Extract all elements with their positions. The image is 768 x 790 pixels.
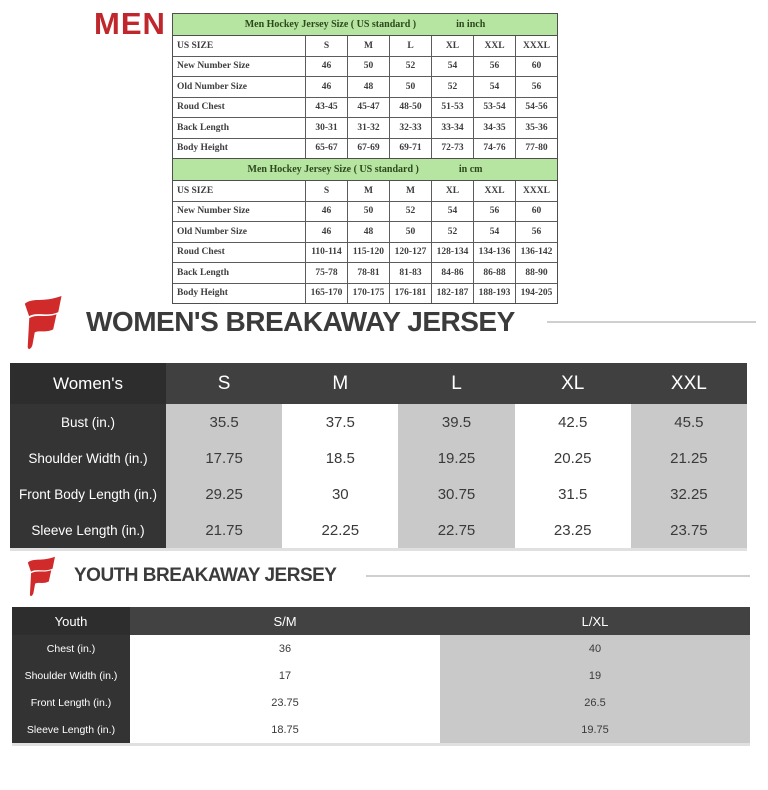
men-cell-value: 51-53 — [431, 98, 473, 118]
men-row-label: Body Height — [177, 288, 228, 299]
youth-header-row — [12, 607, 750, 635]
men-size-header-cell: S — [305, 181, 347, 201]
men-cell-value: 110-114 — [305, 243, 347, 263]
men-table-title-row — [173, 159, 557, 181]
men-table-row — [173, 262, 557, 283]
men-cell-value: 46 — [305, 222, 347, 242]
youth-heading-text: YOUTH BREAKAWAY JERSEY — [74, 565, 337, 586]
men-cell-value: 115-120 — [347, 243, 389, 263]
men-size-header-cell: M — [389, 181, 431, 201]
men-size-header-cell: M — [347, 181, 389, 201]
men-table-unit: in inch — [456, 19, 486, 30]
men-cell-value: 54 — [473, 77, 515, 97]
men-cell-value: 56 — [515, 222, 557, 242]
men-row-label: Body Height — [177, 143, 228, 154]
men-cell-value: 54-56 — [515, 98, 557, 118]
men-cell-value: 50 — [347, 57, 389, 77]
womens-size-header: L — [398, 363, 514, 404]
youth-cell-value: 36 — [130, 635, 440, 662]
men-section-title: MEN — [94, 6, 166, 41]
men-cell-value: 45-47 — [347, 98, 389, 118]
womens-cell-value: 32.25 — [631, 476, 747, 512]
men-cell-value: 46 — [305, 202, 347, 222]
youth-cell-value: 26.5 — [440, 689, 750, 716]
men-cell-value: 78-81 — [347, 263, 389, 283]
men-cell-value: 170-175 — [347, 284, 389, 304]
men-cell-value: 182-187 — [431, 284, 473, 304]
men-cell-value: 50 — [389, 222, 431, 242]
men-header-label: US SIZE — [177, 185, 214, 196]
womens-cell-value: 42.5 — [515, 404, 631, 440]
men-table-row — [173, 76, 557, 97]
men-cell-value: 54 — [431, 57, 473, 77]
men-table-header-row — [173, 181, 557, 201]
womens-cell-value: 19.25 — [398, 440, 514, 476]
men-row-label: Back Length — [177, 267, 229, 278]
youth-cell-value: 23.75 — [130, 689, 440, 716]
womens-size-header: M — [282, 363, 398, 404]
men-cell-value: 75-78 — [305, 263, 347, 283]
men-cell-value: 56 — [473, 57, 515, 77]
men-cell-value: 60 — [515, 202, 557, 222]
men-size-header-cell: XXXL — [515, 181, 557, 201]
men-header-label: US SIZE — [177, 40, 214, 51]
men-table-row — [173, 117, 557, 138]
men-cell-value: 30-31 — [305, 118, 347, 138]
men-cell-value: 86-88 — [473, 263, 515, 283]
men-cell-value: 56 — [473, 202, 515, 222]
men-size-header-cell: XXXL — [515, 36, 557, 56]
womens-table-row — [10, 404, 747, 440]
men-row-label: Old Number Size — [177, 81, 248, 92]
men-cell-value: 48-50 — [389, 98, 431, 118]
womens-cell-value: 17.75 — [166, 440, 282, 476]
men-row-label: Old Number Size — [177, 226, 248, 237]
youth-cell-value: 17 — [130, 662, 440, 689]
youth-table-row — [12, 689, 750, 716]
men-cell-value: 56 — [515, 77, 557, 97]
men-row-label: New Number Size — [177, 206, 250, 217]
womens-size-header: S — [166, 363, 282, 404]
men-cell-value: 69-71 — [389, 139, 431, 159]
men-cell-value: 136-142 — [515, 243, 557, 263]
men-cell-value: 67-69 — [347, 139, 389, 159]
men-size-header-cell: XXL — [473, 36, 515, 56]
womens-row-label: Shoulder Width (in.) — [10, 440, 166, 476]
men-size-header-cell: M — [347, 36, 389, 56]
womens-table — [10, 363, 747, 551]
youth-row-label: Sleeve Length (in.) — [12, 716, 130, 743]
men-size-header-cell: XXL — [473, 181, 515, 201]
men-table-title: Men Hockey Jersey Size ( US standard ) — [247, 164, 419, 175]
womens-row-label: Front Body Length (in.) — [10, 476, 166, 512]
womens-size-header: XXL — [631, 363, 747, 404]
men-cell-value: 43-45 — [305, 98, 347, 118]
men-row-label: Roud Chest — [177, 102, 225, 113]
youth-table-row — [12, 716, 750, 743]
men-cell-value: 48 — [347, 77, 389, 97]
womens-cell-value: 21.25 — [631, 440, 747, 476]
womens-heading-text: WOMEN'S BREAKAWAY JERSEY — [86, 306, 515, 337]
men-cell-value: 88-90 — [515, 263, 557, 283]
womens-table-row — [10, 512, 747, 548]
womens-row-label: Bust (in.) — [10, 404, 166, 440]
men-cell-value: 46 — [305, 57, 347, 77]
men-cell-value: 54 — [473, 222, 515, 242]
womens-cell-value: 45.5 — [631, 404, 747, 440]
youth-row-label: Front Length (in.) — [12, 689, 130, 716]
men-cell-value: 53-54 — [473, 98, 515, 118]
men-cell-value: 65-67 — [305, 139, 347, 159]
womens-cell-value: 22.75 — [398, 512, 514, 548]
fanatics-logo-icon — [16, 295, 72, 349]
youth-table — [12, 607, 750, 746]
men-cell-value: 72-73 — [431, 139, 473, 159]
womens-cell-value: 35.5 — [166, 404, 282, 440]
youth-cell-value: 18.75 — [130, 716, 440, 743]
womens-cell-value: 31.5 — [515, 476, 631, 512]
men-table-title-row — [173, 14, 557, 36]
womens-size-header: XL — [515, 363, 631, 404]
men-cell-value: 46 — [305, 77, 347, 97]
men-table-row — [173, 242, 557, 263]
men-size-header-cell: S — [305, 36, 347, 56]
men-cell-value: 134-136 — [473, 243, 515, 263]
womens-corner-cell: Women's — [10, 363, 166, 404]
youth-cell-value: 19.75 — [440, 716, 750, 743]
men-table-title: Men Hockey Jersey Size ( US standard ) — [244, 19, 417, 30]
men-cell-value: 188-193 — [473, 284, 515, 304]
womens-cell-value: 29.25 — [166, 476, 282, 512]
men-size-table — [172, 13, 558, 159]
youth-section-heading — [22, 556, 750, 596]
men-size-header-cell: L — [389, 36, 431, 56]
men-cell-value: 52 — [389, 57, 431, 77]
men-cell-value: 128-134 — [431, 243, 473, 263]
men-cell-value: 54 — [431, 202, 473, 222]
men-cell-value: 81-83 — [389, 263, 431, 283]
men-size-table — [172, 158, 558, 304]
men-table-row — [173, 138, 557, 159]
men-cell-value: 50 — [389, 77, 431, 97]
youth-table-row — [12, 635, 750, 662]
youth-table-row — [12, 662, 750, 689]
heading-divider — [366, 575, 750, 577]
youth-row-label: Chest (in.) — [12, 635, 130, 662]
womens-cell-value: 22.25 — [282, 512, 398, 548]
men-cell-value: 48 — [347, 222, 389, 242]
womens-cell-value: 37.5 — [282, 404, 398, 440]
men-table-row — [173, 201, 557, 222]
youth-row-label: Shoulder Width (in.) — [12, 662, 130, 689]
womens-table-row — [10, 440, 747, 476]
men-cell-value: 60 — [515, 57, 557, 77]
men-cell-value: 52 — [431, 77, 473, 97]
men-cell-value: 165-170 — [305, 284, 347, 304]
men-cell-value: 52 — [389, 202, 431, 222]
heading-divider — [547, 321, 756, 323]
men-cell-value: 120-127 — [389, 243, 431, 263]
men-cell-value: 35-36 — [515, 118, 557, 138]
womens-section-heading — [16, 295, 756, 349]
men-cell-value: 194-205 — [515, 284, 557, 304]
men-table-row — [173, 221, 557, 242]
womens-cell-value: 21.75 — [166, 512, 282, 548]
men-cell-value: 74-76 — [473, 139, 515, 159]
men-size-header-cell: XL — [431, 36, 473, 56]
men-cell-value: 52 — [431, 222, 473, 242]
fanatics-logo-icon — [22, 556, 62, 596]
men-table-header-row — [173, 36, 557, 56]
womens-cell-value: 30.75 — [398, 476, 514, 512]
men-row-label: Back Length — [177, 122, 229, 133]
womens-cell-value: 23.75 — [631, 512, 747, 548]
womens-cell-value: 23.25 — [515, 512, 631, 548]
men-row-label: Roud Chest — [177, 247, 225, 258]
youth-size-header: S/M — [130, 607, 440, 635]
men-cell-value: 34-35 — [473, 118, 515, 138]
men-table-row — [173, 56, 557, 77]
men-cell-value: 50 — [347, 202, 389, 222]
womens-cell-value: 20.25 — [515, 440, 631, 476]
men-table-unit: in cm — [458, 164, 483, 175]
womens-cell-value: 18.5 — [282, 440, 398, 476]
womens-cell-value: 30 — [282, 476, 398, 512]
womens-table-row — [10, 476, 747, 512]
men-size-header-cell: XL — [431, 181, 473, 201]
men-cell-value: 77-80 — [515, 139, 557, 159]
men-cell-value: 31-32 — [347, 118, 389, 138]
youth-cell-value: 40 — [440, 635, 750, 662]
men-row-label: New Number Size — [177, 61, 250, 72]
men-cell-value: 84-86 — [431, 263, 473, 283]
men-tables — [172, 13, 558, 304]
womens-row-label: Sleeve Length (in.) — [10, 512, 166, 548]
womens-cell-value: 39.5 — [398, 404, 514, 440]
womens-header-row — [10, 363, 747, 404]
men-cell-value: 33-34 — [431, 118, 473, 138]
men-cell-value: 32-33 — [389, 118, 431, 138]
youth-corner-cell: Youth — [12, 607, 130, 635]
youth-cell-value: 19 — [440, 662, 750, 689]
men-table-row — [173, 97, 557, 118]
men-cell-value: 176-181 — [389, 284, 431, 304]
youth-size-header: L/XL — [440, 607, 750, 635]
